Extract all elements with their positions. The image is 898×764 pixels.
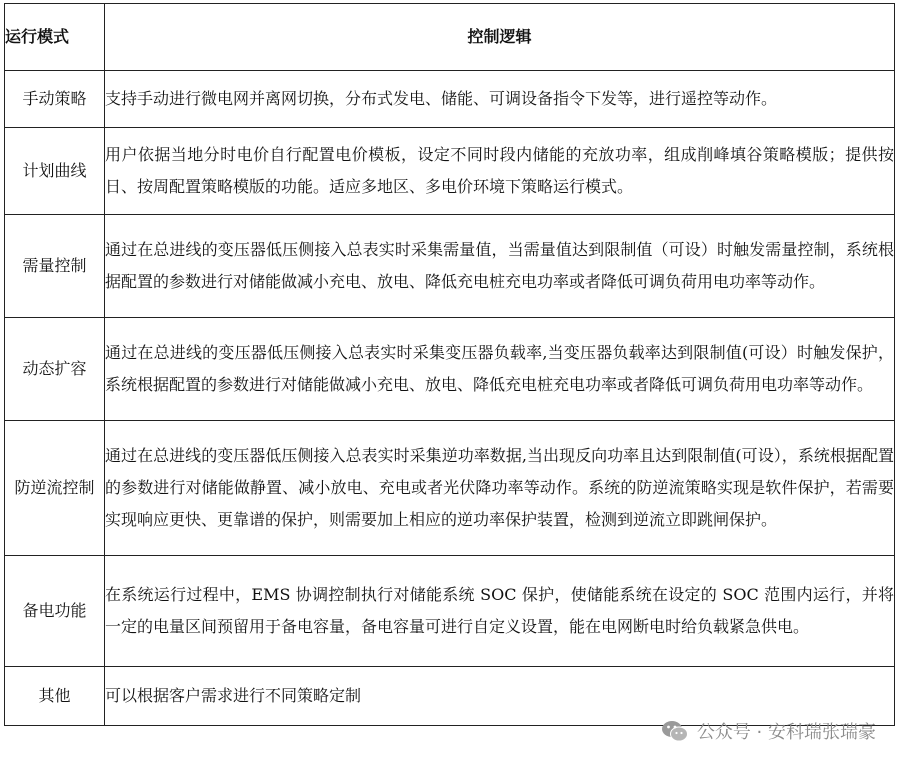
table-row: [5, 318, 895, 421]
mode-cell: 需量控制: [5, 215, 105, 318]
table-row: [5, 421, 895, 556]
logic-cell: 用户依据当地分时电价自行配置电价模板，设定不同时段内储能的充放功率，组成削峰填谷策略模版；提供按日、按周配置策略模版的功能。适应多地区、多电价环境下策略运行模式。: [105, 128, 895, 215]
logic-cell: 支持手动进行微电网并离网切换，分布式发电、储能、可调设备指令下发等，进行遥控等动作。: [105, 71, 895, 128]
operation-mode-table: [4, 3, 895, 726]
mode-cell: 手动策略: [5, 71, 105, 128]
table-row: [5, 71, 895, 128]
header-logic: 控制逻辑: [105, 4, 895, 71]
logic-cell: 在系统运行过程中，EMS 协调控制执行对储能系统 SOC 保护，使储能系统在设定的 SOC 范围内运行，并将一定的电量区间预留用于备电容量，备电容量可进行自定义设置，能在电网断电时给负载紧急供电。: [105, 556, 895, 667]
mode-cell: 其他: [5, 667, 105, 726]
logic-cell: 可以根据客户需求进行不同策略定制: [105, 667, 895, 726]
mode-cell: 计划曲线: [5, 128, 105, 215]
mode-cell: 备电功能: [5, 556, 105, 667]
table-row: [5, 667, 895, 726]
mode-cell: 动态扩容: [5, 318, 105, 421]
wechat-icon: [661, 719, 689, 743]
header-mode: 运行模式: [5, 4, 105, 71]
watermark: [661, 718, 876, 744]
logic-cell: 通过在总进线的变压器低压侧接入总表实时采集需量值，当需量值达到限制值（可设）时触发需量控制，系统根据配置的参数进行对储能做减小充电、放电、降低充电桩充电功率或者降低可调负荷用电功率等动作。: [105, 215, 895, 318]
logic-cell: 通过在总进线的变压器低压侧接入总表实时采集逆功率数据,当出现反向功率且达到限制值(可设），系统根据配置的参数进行对储能做静置、减小放电、充电或者光伏降功率等动作。系统的防逆流策略实现是软件保护，若需要实现响应更快、更靠谱的保护，则需要加上相应的逆功率保护装置，检测到逆流立即跳闸保护。: [105, 421, 895, 556]
mode-cell: 防逆流控制: [5, 421, 105, 556]
table-row: [5, 128, 895, 215]
table-row: [5, 556, 895, 667]
table-header-row: [5, 4, 895, 71]
watermark-text: 公众号 · 安科瑞张瑞豪: [696, 722, 876, 743]
logic-cell: 通过在总进线的变压器低压侧接入总表实时采集变压器负载率,当变压器负载率达到限制值(可设）时触发保护，系统根据配置的参数进行对储能做减小充电、放电、降低充电桩充电功率或者降低可调负荷用电功率等动作。: [105, 318, 895, 421]
table-row: [5, 215, 895, 318]
